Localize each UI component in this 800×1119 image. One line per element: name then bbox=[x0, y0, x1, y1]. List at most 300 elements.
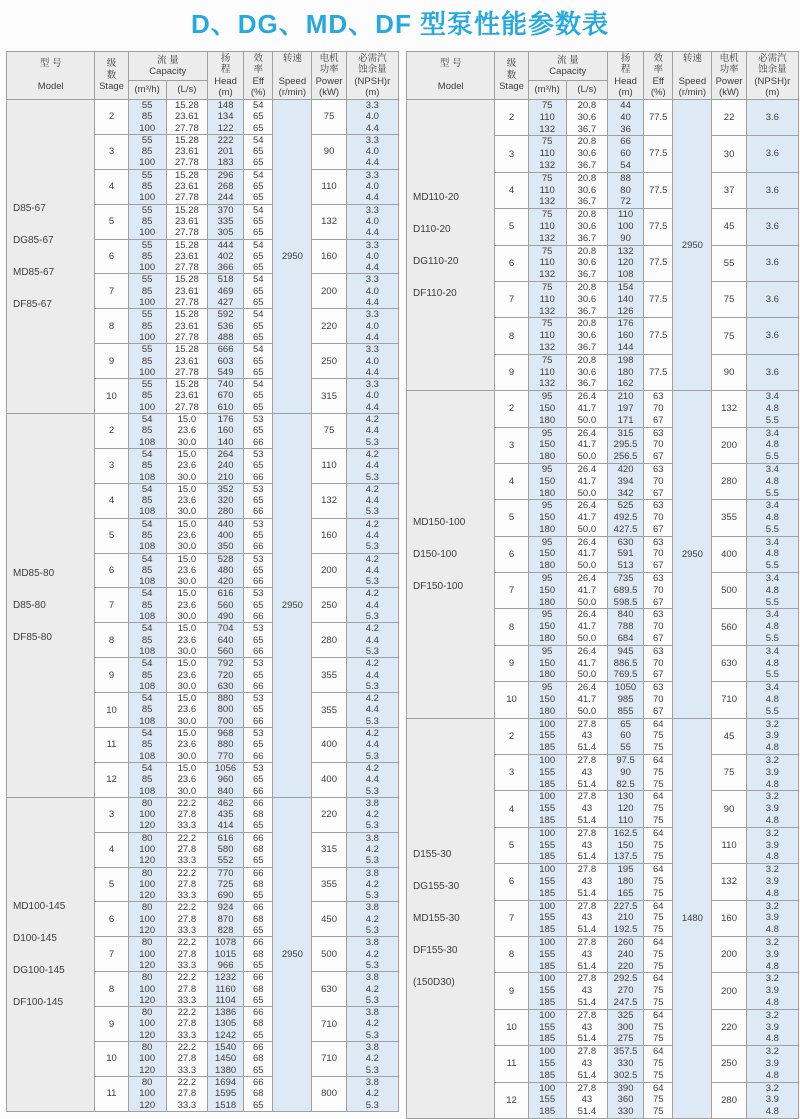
head-value: 325 bbox=[617, 1009, 634, 1021]
eff-value: 66 bbox=[252, 471, 264, 483]
power-cell: 37 bbox=[712, 172, 746, 208]
flow-mh-value: 55 bbox=[141, 239, 153, 251]
npsh-value: 3.2 bbox=[765, 827, 779, 839]
flow-mh-value: 100 bbox=[139, 122, 156, 134]
flow-mh-value: 95 bbox=[541, 427, 553, 439]
head-value: 1386 bbox=[215, 1007, 237, 1019]
flow-mh-value: 155 bbox=[539, 730, 556, 742]
flow-ls-value: 23.6 bbox=[177, 739, 197, 751]
flow-mh-value: 75 bbox=[541, 281, 553, 293]
flow-mh-value: 100 bbox=[139, 1053, 156, 1065]
power-cell: 55 bbox=[712, 245, 746, 281]
flow-mh-cell bbox=[128, 134, 166, 169]
flow-ls-value: 22.2 bbox=[177, 832, 197, 844]
flow-ls-value: 15.28 bbox=[174, 239, 199, 251]
npsh-value: 4.0 bbox=[365, 146, 379, 158]
head-value: 924 bbox=[217, 902, 234, 914]
flow-ls-cell bbox=[166, 379, 207, 414]
eff-value: 65 bbox=[252, 599, 264, 611]
eff-value: 67 bbox=[652, 523, 664, 535]
eff-value: 75 bbox=[652, 876, 664, 887]
table-header bbox=[407, 52, 799, 100]
head-cell bbox=[207, 134, 243, 169]
header-head-label: (m) bbox=[618, 87, 633, 98]
header-speed-label bbox=[673, 64, 711, 76]
eff-cell bbox=[644, 209, 673, 245]
eff-value: 65 bbox=[252, 855, 264, 867]
head-cell bbox=[607, 864, 643, 900]
head-value: 440 bbox=[217, 518, 234, 530]
npsh-value: 4.8 bbox=[765, 475, 779, 487]
eff-cell bbox=[244, 100, 273, 135]
eff-cell bbox=[644, 1082, 673, 1118]
npsh-cell bbox=[746, 136, 798, 172]
head-value: 162.5 bbox=[613, 827, 638, 839]
head-value: 552 bbox=[217, 855, 234, 867]
flow-ls-value: 51.4 bbox=[577, 1069, 597, 1081]
head-value: 80 bbox=[620, 184, 631, 196]
head-value: 1232 bbox=[215, 972, 237, 984]
head-value: 90 bbox=[620, 766, 631, 778]
npsh-value: 5.3 bbox=[365, 715, 379, 727]
power-cell: 710 bbox=[712, 682, 746, 718]
flow-ls-value: 30.6 bbox=[577, 366, 597, 378]
head-value: 210 bbox=[617, 912, 634, 924]
flow-mh-value: 80 bbox=[141, 867, 153, 879]
eff-value: 77.5 bbox=[648, 366, 668, 378]
model-label: (150D30) bbox=[413, 976, 455, 988]
eff-value: 67 bbox=[652, 633, 664, 645]
eff-value: 75 bbox=[652, 742, 664, 754]
flow-ls-cell bbox=[566, 936, 607, 972]
header-npsh-label: (m) bbox=[765, 87, 780, 98]
npsh-cell bbox=[346, 1007, 398, 1042]
npsh-value: 3.9 bbox=[765, 876, 779, 887]
power-cell: 250 bbox=[312, 588, 346, 623]
flow-mh-cell bbox=[128, 1042, 166, 1077]
flow-mh-value: 100 bbox=[539, 1009, 556, 1021]
speed-cell: 2950 bbox=[673, 391, 712, 719]
npsh-value: 4.2 bbox=[365, 553, 379, 565]
npsh-cell bbox=[346, 832, 398, 867]
flow-mh-value: 85 bbox=[141, 355, 153, 367]
flow-mh-value: 185 bbox=[539, 778, 556, 790]
eff-value: 66 bbox=[252, 576, 264, 588]
head-value: 140 bbox=[217, 436, 234, 448]
flow-ls-value: 27.8 bbox=[577, 791, 597, 803]
npsh-cell bbox=[346, 623, 398, 658]
header-head bbox=[607, 52, 643, 100]
header-model-label: Model bbox=[437, 81, 464, 93]
flow-mh-value: 100 bbox=[139, 192, 156, 204]
head-value: 110 bbox=[617, 815, 634, 827]
eff-value: 53 bbox=[252, 658, 264, 670]
flow-ls-value: 50.0 bbox=[577, 560, 597, 572]
header-eff-label: (%) bbox=[250, 87, 266, 98]
head-value: 592 bbox=[217, 309, 234, 321]
eff-cell bbox=[244, 169, 273, 204]
header-speed-label: 转速 bbox=[282, 52, 302, 64]
npsh-value: 4.8 bbox=[765, 439, 779, 451]
head-cell bbox=[607, 172, 643, 208]
eff-value: 65 bbox=[252, 820, 264, 832]
flow-mh-cell bbox=[528, 973, 566, 1009]
npsh-cell bbox=[346, 658, 398, 693]
eff-value: 53 bbox=[252, 518, 264, 530]
model-name-list bbox=[7, 901, 94, 1008]
stage-cell: 12 bbox=[95, 762, 128, 797]
head-value: 670 bbox=[217, 390, 234, 402]
npsh-value: 4.2 bbox=[365, 1088, 379, 1100]
header-speed bbox=[273, 52, 312, 100]
head-value: 144 bbox=[617, 341, 634, 353]
power-cell: 110 bbox=[312, 169, 346, 204]
npsh-value: 3.3 bbox=[365, 309, 379, 321]
npsh-cell bbox=[746, 936, 798, 972]
head-value: 183 bbox=[217, 157, 234, 169]
flow-ls-cell bbox=[166, 937, 207, 972]
flow-ls-value: 43 bbox=[581, 912, 593, 924]
head-value: 315 bbox=[617, 427, 634, 439]
eff-value: 77.5 bbox=[648, 220, 668, 232]
npsh-cell bbox=[746, 427, 798, 463]
npsh-value: 4.2 bbox=[365, 983, 379, 995]
flow-ls-value: 23.61 bbox=[174, 285, 199, 297]
flow-mh-cell bbox=[128, 204, 166, 239]
flow-mh-value: 85 bbox=[141, 599, 153, 611]
head-cell bbox=[207, 762, 243, 797]
flow-ls-value: 23.61 bbox=[174, 181, 199, 193]
npsh-value: 5.3 bbox=[365, 576, 379, 588]
eff-cell bbox=[244, 274, 273, 309]
npsh-cell bbox=[746, 391, 798, 427]
header-head-label: 扬 bbox=[220, 52, 231, 64]
flow-mh-value: 85 bbox=[141, 564, 153, 576]
flow-ls-value: 33.3 bbox=[177, 1029, 197, 1041]
flow-ls-value: 33.3 bbox=[177, 925, 197, 937]
flow-ls-value: 15.0 bbox=[177, 623, 197, 635]
npsh-value: 4.4 bbox=[365, 227, 379, 239]
head-value: 176 bbox=[217, 414, 234, 426]
npsh-value: 4.4 bbox=[365, 192, 379, 204]
model-cell bbox=[407, 391, 495, 719]
head-value: 1305 bbox=[215, 1018, 237, 1030]
flow-ls-value: 30.6 bbox=[577, 257, 597, 269]
flow-ls-cell bbox=[166, 832, 207, 867]
npsh-value: 3.9 bbox=[765, 912, 779, 924]
stage-cell: 5 bbox=[495, 209, 528, 245]
head-value: 352 bbox=[217, 483, 234, 495]
flow-mh-value: 150 bbox=[539, 402, 556, 414]
head-value: 528 bbox=[217, 553, 234, 565]
npsh-cell bbox=[746, 864, 798, 900]
header-power-label: 电机 bbox=[719, 52, 739, 64]
flow-ls-value: 33.3 bbox=[177, 1099, 197, 1111]
model-label: MD155-30 bbox=[413, 912, 460, 924]
eff-value: 65 bbox=[252, 890, 264, 902]
npsh-cell bbox=[746, 281, 798, 317]
flow-ls-value: 26.4 bbox=[577, 609, 597, 621]
head-cell bbox=[607, 718, 643, 754]
npsh-value: 5.5 bbox=[765, 669, 779, 681]
head-value: 792 bbox=[217, 658, 234, 670]
eff-value: 66 bbox=[252, 1007, 264, 1019]
flow-ls-value: 30.0 bbox=[177, 750, 197, 762]
head-cell bbox=[207, 728, 243, 763]
table-body bbox=[7, 100, 399, 1112]
head-cell bbox=[207, 972, 243, 1007]
pump-spec-table bbox=[406, 51, 799, 1119]
flow-mh-cell bbox=[528, 900, 566, 936]
power-cell: 75 bbox=[712, 755, 746, 791]
stage-cell: 7 bbox=[495, 900, 528, 936]
flow-mh-value: 100 bbox=[139, 878, 156, 890]
flow-ls-value: 43 bbox=[581, 948, 593, 960]
npsh-cell bbox=[346, 448, 398, 483]
header-head-label: (m) bbox=[218, 87, 233, 98]
head-value: 420 bbox=[617, 463, 634, 475]
flow-mh-cell bbox=[128, 658, 166, 693]
flow-ls-value: 15.0 bbox=[177, 693, 197, 705]
eff-value: 65 bbox=[252, 959, 264, 971]
flow-ls-value: 27.8 bbox=[177, 809, 197, 821]
eff-value: 75 bbox=[652, 766, 664, 778]
npsh-value: 4.2 bbox=[365, 693, 379, 705]
power-cell: 75 bbox=[312, 414, 346, 449]
npsh-value: 3.9 bbox=[765, 1057, 779, 1069]
stage-cell: 7 bbox=[95, 274, 128, 309]
flow-mh-cell bbox=[528, 573, 566, 609]
eff-value: 65 bbox=[252, 1099, 264, 1111]
head-value: 54 bbox=[620, 159, 631, 171]
npsh-cell bbox=[346, 239, 398, 274]
flow-ls-value: 26.4 bbox=[577, 500, 597, 512]
flow-mh-value: 85 bbox=[141, 146, 153, 158]
npsh-value: 4.0 bbox=[365, 390, 379, 402]
flow-ls-value: 15.28 bbox=[174, 204, 199, 216]
flow-ls-value: 26.4 bbox=[577, 391, 597, 403]
eff-value: 68 bbox=[252, 844, 264, 855]
head-cell bbox=[207, 693, 243, 728]
power-cell: 110 bbox=[312, 448, 346, 483]
flow-ls-value: 27.8 bbox=[177, 844, 197, 855]
flow-ls-value: 50.0 bbox=[577, 414, 597, 426]
npsh-cell bbox=[346, 762, 398, 797]
head-value: 1380 bbox=[215, 1064, 237, 1076]
eff-value: 63 bbox=[652, 573, 664, 585]
flow-ls-value: 33.3 bbox=[177, 959, 197, 971]
power-cell: 200 bbox=[712, 427, 746, 463]
head-value: 770 bbox=[217, 750, 234, 762]
flow-mh-cell bbox=[128, 972, 166, 1007]
npsh-value: 4.4 bbox=[365, 564, 379, 576]
flow-ls-value: 41.7 bbox=[577, 621, 597, 633]
eff-value: 75 bbox=[652, 1021, 664, 1033]
stage-cell: 9 bbox=[495, 645, 528, 681]
flow-ls-cell bbox=[166, 902, 207, 937]
eff-value: 65 bbox=[252, 994, 264, 1006]
eff-cell bbox=[644, 463, 673, 499]
flow-mh-cell bbox=[528, 354, 566, 390]
header-stage-label: 数 bbox=[506, 69, 517, 81]
head-cell bbox=[207, 588, 243, 623]
eff-value: 68 bbox=[252, 983, 264, 995]
flow-mh-value: 155 bbox=[539, 839, 556, 851]
flow-mh-cell bbox=[528, 791, 566, 827]
npsh-value: 4.4 bbox=[365, 634, 379, 646]
header-power-label: Power bbox=[315, 75, 343, 87]
npsh-value: 3.3 bbox=[365, 134, 379, 146]
flow-ls-value: 51.4 bbox=[577, 924, 597, 936]
flow-mh-value: 185 bbox=[539, 996, 556, 1008]
flow-mh-value: 55 bbox=[141, 204, 153, 216]
flow-mh-cell bbox=[128, 483, 166, 518]
flow-ls-cell bbox=[166, 344, 207, 379]
npsh-value: 3.3 bbox=[365, 379, 379, 391]
flow-mh-cell bbox=[528, 1082, 566, 1118]
npsh-value: 4.8 bbox=[765, 742, 779, 754]
head-value: 966 bbox=[217, 959, 234, 971]
flow-ls-cell bbox=[566, 973, 607, 1009]
eff-value: 64 bbox=[652, 973, 664, 985]
npsh-value: 4.2 bbox=[365, 1018, 379, 1030]
flow-ls-value: 23.6 bbox=[177, 669, 197, 681]
eff-value: 53 bbox=[252, 728, 264, 740]
npsh-value: 4.8 bbox=[765, 996, 779, 1008]
npsh-value: 4.8 bbox=[765, 1069, 779, 1081]
stage-cell: 8 bbox=[95, 309, 128, 344]
table-header bbox=[7, 52, 399, 100]
eff-cell bbox=[244, 344, 273, 379]
flow-ls-value: 51.4 bbox=[577, 887, 597, 899]
eff-cell bbox=[244, 134, 273, 169]
head-cell bbox=[207, 274, 243, 309]
stage-cell: 2 bbox=[495, 391, 528, 427]
flow-mh-cell bbox=[528, 755, 566, 791]
flow-ls-cell bbox=[166, 623, 207, 658]
header-head-label: Head bbox=[614, 75, 637, 87]
flow-mh-value: 85 bbox=[141, 285, 153, 297]
npsh-value: 3.4 bbox=[765, 427, 779, 439]
flow-ls-value: 50.0 bbox=[577, 705, 597, 717]
npsh-value: 5.5 bbox=[765, 596, 779, 608]
model-label: DF150-100 bbox=[413, 580, 464, 592]
header-head-label: 程 bbox=[620, 64, 631, 75]
eff-value: 75 bbox=[652, 924, 664, 936]
eff-value: 66 bbox=[252, 645, 264, 657]
flow-mh-value: 80 bbox=[141, 902, 153, 914]
flow-mh-cell bbox=[528, 1046, 566, 1082]
flow-mh-cell bbox=[128, 100, 166, 135]
header-npsh-label: 必需汽 bbox=[758, 52, 787, 64]
header-eff-label: 效 bbox=[653, 52, 663, 64]
flow-ls-cell bbox=[566, 900, 607, 936]
head-cell bbox=[207, 100, 243, 135]
power-cell: 280 bbox=[712, 1082, 746, 1118]
flow-mh-cell bbox=[128, 169, 166, 204]
flow-mh-value: 180 bbox=[539, 414, 556, 426]
eff-cell bbox=[644, 391, 673, 427]
flow-mh-value: 100 bbox=[139, 262, 156, 274]
flow-ls-cell bbox=[566, 573, 607, 609]
npsh-value: 4.2 bbox=[365, 414, 379, 426]
eff-value: 65 bbox=[252, 401, 264, 413]
flow-mh-value: 110 bbox=[539, 293, 555, 305]
flow-mh-value: 180 bbox=[539, 633, 556, 645]
flow-mh-value: 155 bbox=[539, 912, 556, 924]
npsh-cell bbox=[746, 1082, 798, 1118]
flow-ls-value: 50.0 bbox=[577, 633, 597, 645]
flow-ls-value: 22.2 bbox=[177, 1007, 197, 1019]
npsh-value: 5.3 bbox=[365, 541, 379, 553]
flow-mh-value: 180 bbox=[539, 523, 556, 535]
flow-mh-value: 108 bbox=[139, 541, 156, 553]
npsh-value: 3.8 bbox=[365, 797, 379, 809]
eff-value: 68 bbox=[252, 913, 264, 925]
model-label: D85-67 bbox=[13, 203, 46, 214]
stage-cell: 3 bbox=[495, 136, 528, 172]
npsh-cell bbox=[346, 937, 398, 972]
eff-value: 65 bbox=[252, 739, 264, 751]
stage-cell: 4 bbox=[495, 791, 528, 827]
npsh-cell bbox=[746, 682, 798, 718]
eff-value: 77.5 bbox=[648, 257, 668, 269]
header-row-1 bbox=[407, 52, 799, 81]
npsh-value: 3.3 bbox=[365, 169, 379, 181]
head-value: 137.5 bbox=[613, 851, 638, 863]
head-cell bbox=[607, 536, 643, 572]
flow-ls-value: 23.61 bbox=[174, 146, 199, 158]
stage-cell: 6 bbox=[95, 902, 128, 937]
head-value: 132 bbox=[617, 245, 634, 257]
head-value: 769.5 bbox=[613, 669, 638, 681]
npsh-value: 3.2 bbox=[765, 936, 779, 948]
eff-value: 65 bbox=[252, 297, 264, 309]
header-npsh-label: (NPSH)r bbox=[354, 75, 391, 87]
head-value: 72 bbox=[620, 196, 631, 208]
flow-mh-value: 85 bbox=[141, 704, 153, 716]
head-value: 390 bbox=[617, 1082, 634, 1094]
flow-mh-value: 54 bbox=[141, 588, 153, 600]
flow-ls-value: 27.78 bbox=[174, 192, 199, 204]
flow-mh-value: 132 bbox=[539, 269, 556, 281]
head-value: 880 bbox=[217, 739, 234, 751]
eff-value: 54 bbox=[252, 169, 264, 181]
eff-value: 64 bbox=[652, 827, 664, 839]
flow-mh-value: 100 bbox=[539, 900, 556, 912]
eff-value: 53 bbox=[252, 483, 264, 495]
flow-ls-value: 15.28 bbox=[174, 134, 199, 146]
flow-mh-value: 110 bbox=[539, 220, 555, 232]
npsh-value: 4.4 bbox=[365, 495, 379, 507]
power-cell: 200 bbox=[312, 553, 346, 588]
head-value: 690 bbox=[217, 890, 234, 902]
eff-value: 65 bbox=[252, 460, 264, 472]
flow-ls-value: 51.4 bbox=[577, 742, 597, 754]
flow-mh-cell bbox=[528, 172, 566, 208]
stage-cell: 8 bbox=[95, 623, 128, 658]
head-cell bbox=[607, 354, 643, 390]
eff-cell bbox=[644, 354, 673, 390]
stage-cell: 6 bbox=[495, 536, 528, 572]
head-cell bbox=[207, 658, 243, 693]
npsh-value: 4.4 bbox=[365, 704, 379, 716]
flow-ls-cell bbox=[566, 645, 607, 681]
flow-mh-value: 120 bbox=[139, 890, 156, 902]
npsh-cell bbox=[346, 1042, 398, 1077]
head-value: 110 bbox=[617, 209, 634, 221]
npsh-value: 5.5 bbox=[765, 451, 779, 463]
